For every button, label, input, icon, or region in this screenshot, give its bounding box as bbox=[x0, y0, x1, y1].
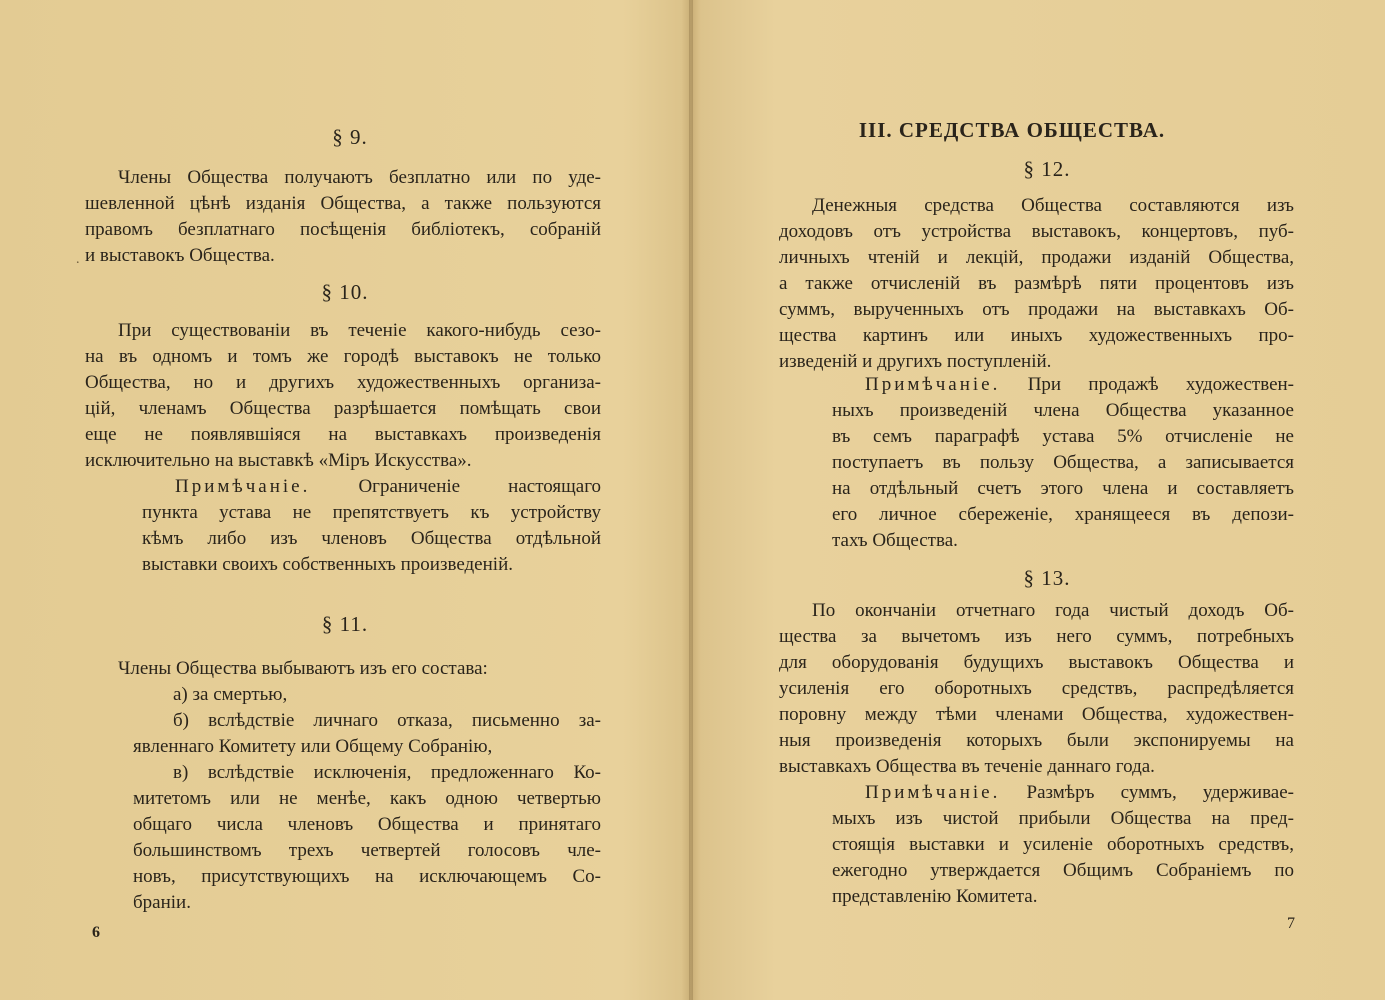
text-line: усиленія его оборотныхъ средствъ, распредѣляется bbox=[779, 678, 1294, 699]
text-line: шевленной цѣнѣ изданія Общества, а также пользуются bbox=[85, 193, 601, 214]
text-line: Члены Общества выбываютъ изъ его состава: bbox=[118, 658, 488, 679]
note-line: выставки своихъ собственныхъ произведеній. bbox=[142, 554, 513, 575]
text-line: личныхъ чтеній и лекцій, продажи изданій Общества, bbox=[779, 247, 1294, 268]
note-label: Примѣчаніе. bbox=[865, 374, 1001, 395]
text-line: Члены Общества получаютъ безплатно или по уде- bbox=[118, 167, 601, 188]
note-text: Ограниченіе настоящаго bbox=[358, 476, 602, 497]
note-text: При продажѣ художествен- bbox=[1027, 374, 1295, 395]
text-line: При существованіи въ теченіе какого-нибудь сезо- bbox=[118, 320, 601, 341]
text-line: правомъ безплатнаго посѣщенія библіотекъ, собраній bbox=[85, 219, 601, 240]
section-11-text bbox=[85, 656, 601, 916]
text-line: Денежныя средства Общества составляются изъ bbox=[812, 195, 1294, 216]
text-line: изведеній и другихъ поступленій. bbox=[779, 351, 1052, 372]
section-13-text bbox=[779, 598, 1294, 780]
list-item: в) вслѣдствіе исключенія, предложеннаго Ко- bbox=[173, 762, 601, 783]
right-page bbox=[692, 0, 1385, 1000]
section-13-note bbox=[832, 780, 1294, 910]
section-10-heading: § 10. bbox=[321, 280, 369, 304]
note-line bbox=[832, 780, 1294, 806]
text-line: щества за вычетомъ изъ него суммъ, потребныхъ bbox=[779, 626, 1294, 647]
text-line: а также отчисленій въ размѣрѣ пяти процентовъ изъ bbox=[779, 273, 1294, 294]
left-page bbox=[0, 0, 690, 1000]
section-10-text bbox=[85, 318, 601, 474]
note-line: представленію Комитета. bbox=[832, 886, 1038, 907]
text-line: митетомъ или не менѣе, какъ одною четвертью bbox=[133, 788, 601, 809]
text-line: браніи. bbox=[133, 892, 191, 913]
text-line: новъ, присутствующихъ на исключающемъ Со- bbox=[133, 866, 601, 887]
text-line: на въ одномъ и томъ же городѣ выставокъ не только bbox=[85, 346, 601, 367]
note-line: въ семъ параграфѣ устава 5% отчисленіе не bbox=[832, 426, 1294, 447]
text-line: Общества, но и другихъ художественныхъ организа- bbox=[85, 372, 601, 393]
text-line: еще не появлявшіяся на выставкахъ произведенія bbox=[85, 424, 601, 445]
section-11-heading: § 11. bbox=[321, 612, 369, 636]
text-line: доходовъ отъ устройства выставокъ, концертовъ, пуб- bbox=[779, 221, 1294, 242]
text-line: щества картинъ или иныхъ художественныхъ про- bbox=[779, 325, 1294, 346]
note-line: на отдѣльный счетъ этого члена и составляетъ bbox=[832, 478, 1294, 499]
section-13-heading: § 13. bbox=[1023, 566, 1071, 590]
text-line: По окончаніи отчетнаго года чистый доходъ Об- bbox=[812, 600, 1294, 621]
text-line: явленнаго Комитету или Общему Собранію, bbox=[133, 736, 493, 757]
text-line: выставкахъ Общества въ теченіе даннаго года. bbox=[779, 756, 1155, 777]
section-10-note bbox=[142, 474, 601, 578]
note-line: его личное сбереженіе, хранящееся въ депози- bbox=[832, 504, 1294, 525]
text-line: общаго числа членовъ Общества и принятаго bbox=[133, 814, 601, 835]
section-12-text bbox=[779, 193, 1294, 375]
section-9-text bbox=[85, 165, 601, 269]
section-9-heading: § 9. bbox=[332, 125, 368, 149]
note-label: Примѣчаніе. bbox=[175, 476, 311, 497]
note-line: ныхъ произведеній члена Общества указанное bbox=[832, 400, 1294, 421]
note-text: Размѣръ суммъ, удерживае- bbox=[1026, 782, 1294, 803]
page-number-left: 6 bbox=[92, 924, 100, 941]
text-line: ныя произведенія которыхъ были экспонируемы на bbox=[779, 730, 1294, 751]
note-line: стоящія выставки и усиленіе оборотныхъ средствъ, bbox=[832, 834, 1294, 855]
margin-mark: . bbox=[76, 252, 80, 267]
text-line: поровну между тѣми членами Общества, художествен- bbox=[779, 704, 1294, 725]
note-line: пункта устава не препятствуетъ къ устройству bbox=[142, 502, 601, 523]
note-line: тахъ Общества. bbox=[832, 530, 958, 551]
text-line: суммъ, вырученныхъ отъ продажи на выставкахъ Об- bbox=[779, 299, 1294, 320]
list-item: а) за смертью, bbox=[173, 684, 288, 705]
note-line: мыхъ изъ чистой прибыли Общества на пред- bbox=[832, 808, 1294, 829]
page-number-right: 7 bbox=[1287, 915, 1295, 932]
note-label: Примѣчаніе. bbox=[865, 782, 1001, 803]
text-line: для оборудованія будущихъ выставокъ Общества и bbox=[779, 652, 1294, 673]
text-line: большинствомъ трехъ четвертей голосовъ чле- bbox=[133, 840, 601, 861]
section-12-heading: § 12. bbox=[1023, 157, 1071, 181]
list-item: б) вслѣдствіе личнаго отказа, письменно за- bbox=[173, 710, 601, 731]
note-line: кѣмъ либо изъ членовъ Общества отдѣльной bbox=[142, 528, 601, 549]
text-line: исключительно на выставкѣ «Міръ Искусства». bbox=[85, 450, 472, 471]
note-line: поступаетъ въ пользу Общества, а записывается bbox=[832, 452, 1294, 473]
note-line: ежегодно утверждается Общимъ Собраніемъ по bbox=[832, 860, 1294, 881]
text-line: цій, членамъ Общества разрѣшается помѣщать свои bbox=[85, 398, 601, 419]
note-line bbox=[832, 372, 1294, 398]
section-12-note bbox=[832, 372, 1294, 554]
note-line bbox=[142, 474, 601, 500]
section-title: III. СРЕДСТВА ОБЩЕСТВА. bbox=[858, 118, 1166, 142]
text-line: и выставокъ Общества. bbox=[85, 245, 275, 266]
